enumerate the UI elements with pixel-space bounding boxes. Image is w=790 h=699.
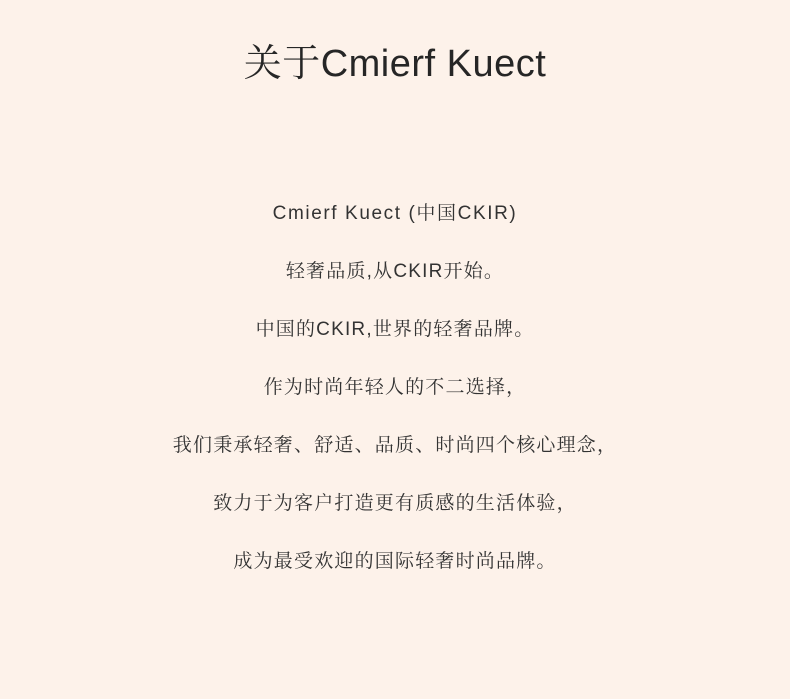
about-line: 中国的CKIR,世界的轻奢品牌。: [255, 319, 535, 341]
page-title: 关于Cmierf Kuect: [243, 43, 547, 85]
about-line: 成为最受欢迎的国际轻奢时尚品牌。: [233, 551, 557, 573]
about-line: 作为时尚年轻人的不二选择，: [263, 377, 527, 399]
about-line: 我们秉承轻奢、舒适、品质、时尚四个核心理念，: [172, 435, 618, 457]
about-body: [0, 185, 790, 591]
about-line: 致力于为客户打造更有质感的生活体验，: [213, 493, 577, 515]
about-line: 轻奢品质,从CKIR开始。: [285, 261, 505, 283]
about-line: Cmierf Kuect (中国CKIR): [272, 203, 518, 225]
